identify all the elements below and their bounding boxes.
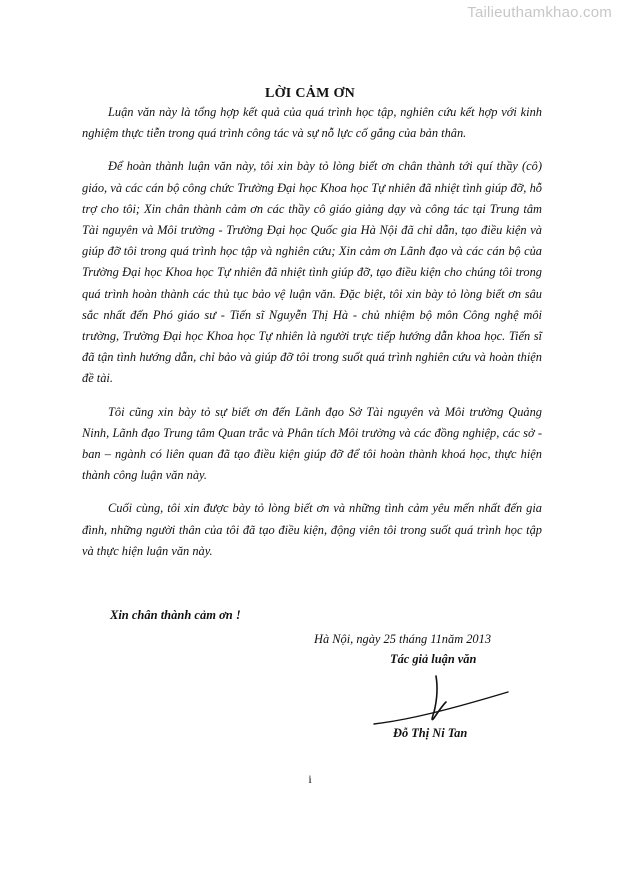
watermark: Tailieuthamkhao.com (467, 4, 612, 21)
page-title: LỜI CẢM ƠN (264, 86, 356, 101)
page-number: i (308, 772, 312, 786)
paragraph-3: Tôi cũng xin bày tỏ sự biết ơn đến Lãnh đạo Sở Tài nguyên và Môi trường Quảng Ninh, Lãnh đạo Trung tâm Quan trắc và Phân tích Môi trường và các đồng nghiệp, các sở - ban – ngành có liên quan đã tạo điều kiện giúp đỡ để tôi hoàn thành khoá học, thực hiện thành công luận văn này. (82, 404, 542, 483)
date-line: Hà Nội, ngày 25 tháng 11năm 2013 (314, 632, 492, 646)
closing-line: Xin chân thành cảm ơn ! (110, 608, 241, 622)
acknowledgement-body (82, 102, 542, 574)
paragraph-2: Để hoàn thành luận văn này, tôi xin bày tỏ lòng biết ơn chân thành tới quí thầy (cô) giáo, và các cán bộ công chức Trường Đại học Khoa học Tự nhiên đã nhiệt tình giúp đỡ, hỗ trợ cho tôi; Xin chân thành cảm ơn các thầy cô giáo giảng dạy và công tác tại Trung tâm Tài nguyên và Môi trường - Trường Đại học Quốc gia Hà Nội đã chỉ dẫn, tạo điều kiện và giúp đỡ tôi trong quá trình học tập và nghiên cứu; Xin cảm ơn Lãnh đạo và các cán bộ của Trường Đại học Khoa học Tự nhiên đã nhiệt tình giúp đỡ, tạo điều kiện cho chúng tôi trong quá trình hoàn thành các thủ tục bảo vệ luận văn. Đặc biệt, tôi xin bày tỏ lòng biết ơn sâu sắc nhất đến Phó giáo sư - Tiến sĩ Nguyễn Thị Hà - chủ nhiệm bộ môn Công nghệ môi trường, Trường Đại học Khoa học Tự nhiên là người trực tiếp hướng dẫn khoa học. Tiến sĩ đã tận tình hướng dẫn, chỉ bảo và giúp đỡ tôi trong suốt quá trình nghiên cứu và hoàn thiện đề tài. (82, 159, 542, 386)
author-name: Đỗ Thị Ni Tan (393, 726, 468, 740)
paragraph-1: Luận văn này là tổng hợp kết quả của quá trình học tập, nghiên cứu kết hợp với kinh nghiệm thực tiễn trong quá trình công tác và sự nỗ lực cố gắng của bản thân. (82, 105, 542, 141)
paragraph-4: Cuối cùng, tôi xin được bày tỏ lòng biết ơn và những tình cảm yêu mến nhất đến gia đình, những người thân của tôi đã tạo điều kiện, động viên tôi trong suốt quá trình học tập và thực hiện luận văn này. (82, 501, 542, 558)
author-role: Tác giả luận văn (390, 652, 477, 666)
signature-image (368, 674, 518, 734)
